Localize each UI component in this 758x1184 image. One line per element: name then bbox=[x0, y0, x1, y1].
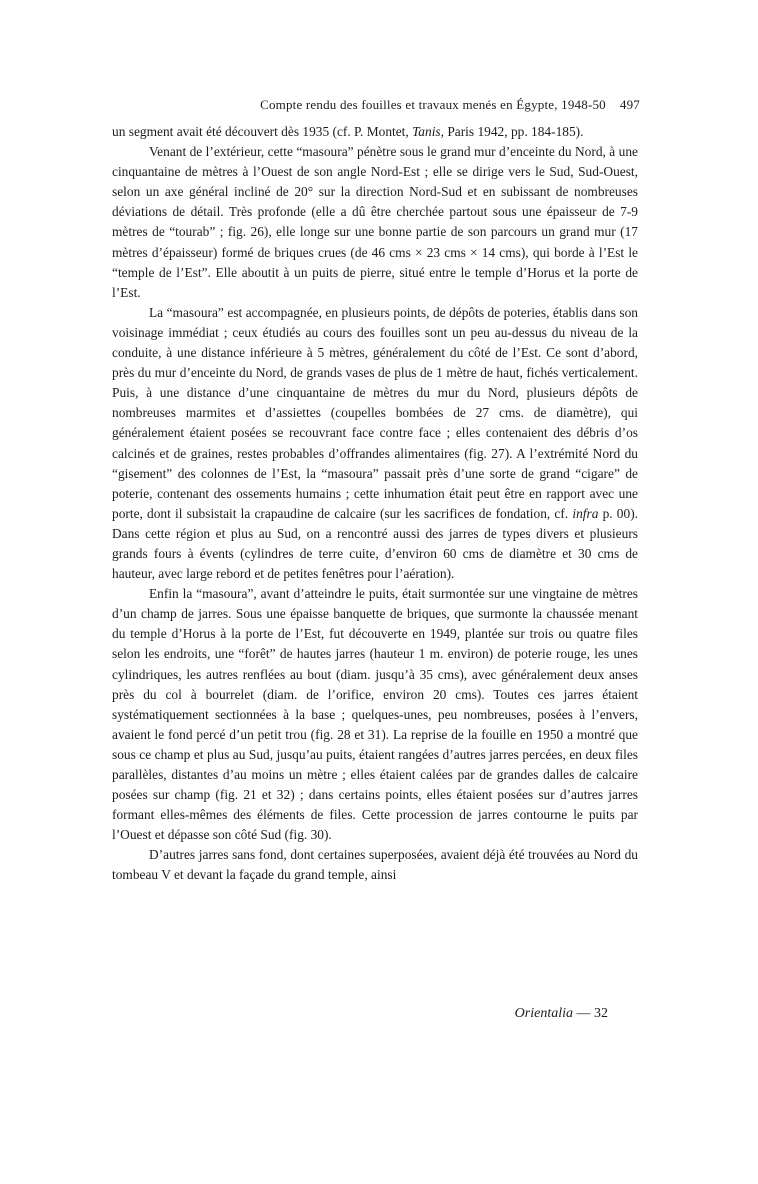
running-header bbox=[112, 97, 640, 113]
text-run: un segment avait été découvert dès 1935 (cf. P. Montet, bbox=[112, 124, 413, 139]
text-run: La “masoura” est accompagnée, en plusieurs points, de dépôts de poteries, établis dans son voisinage immédiat ; ceux étudiés au cours des fouilles sont un peu au-dessus du niveau de la conduite, à une distance inférieure à 5 mètres, généralement du côté de l’Est. Ce sont d’abord, près du mur d’enceinte du Nord, de grands vases de plus de 1 mètre de haut, fichés verticalement. Puis, à une distance d’une cinquantaine de mètres du mur du Nord, plusieurs dépôts de nombreuses marmites et d’assiettes (coupelles bombées de 27 cms. de diamètre), qui généralement étaient posées se recouvrant face contre face ; elles contenaient des débris d’os calcinés et de graines, restes probables d’offrandes alimentaires (fig. 27). A l’extrémité Nord du “gisement” des colonnes de l’Est, la “masoura” passait près d’une sorte de grand “cigare” de poterie, contenant des ossements humains ; cette inhumation était peut être en rapport avec une porte, dont il subsistait la crapaudine de calcaire (sur les sacrifices de fondation, cf. bbox=[112, 304, 638, 521]
signature-mark: 32 bbox=[594, 1006, 608, 1021]
page-number: 497 bbox=[619, 97, 640, 112]
text-run: p. 00). Dans cette région et plus au Sud, on a rencontré aussi des jarres de types divers et plusieurs grands fours à évents (cylindres de terre cuite, d’environ 60 cms de diamètre et 30 cms de hauteur, avec large rebord et de petites fenêtres pour l’aération). bbox=[112, 505, 638, 582]
paragraph-pottery-deposits bbox=[112, 303, 638, 584]
paragraph-jar-field: Enfin la “masoura”, avant d’atteindre le puits, était surmontée sur une vingtaine de mètres d’un champ de jarres. Sous une épaisse banquette de briques, que surmonte la chaussée menant du temple d’Horus à la porte de l’Est, fut découverte en 1949, plantée sur trois ou quatre files selon les endroits, une “forêt” de hautes jarres (hauteur 1 m. environ) de poterie rouge, les unes cylindriques, les autres renflées au bout (diam. jusqu’à 35 cms), avec généralement deux anses près du col à bourrelet (diam. de l’orifice, environ 20 cms). Toutes ces jarres étaient systématiquement sectionnées à la base ; quelques-unes, peu nombreuses, posées à l’envers, avaient le fond percé d’un petit trou (fig. 28 et 31). La reprise de la fouille en 1950 a montré que sous ce champ et plus au Sud, jusqu’au puits, étaient rangées d’autres jarres percées, en deux files parallèles, distantes d’au moins un mètre ; elles étaient calées par de grandes dalles de calcaire posées sur champ (fig. 21 et 32) ; dans certains points, elles étaient posées sur d’autres jarres formant elles-mêmes des éléments de files. Cette procession de jarres contourne le puits par l’Ouest et dépasse son côté Sud (fig. 30). bbox=[112, 586, 638, 843]
signature-footer bbox=[112, 1006, 638, 1022]
running-title: Compte rendu des fouilles et travaux menés en Égypte, 1948-50 bbox=[260, 97, 606, 112]
footer-separator: — bbox=[576, 1006, 591, 1021]
italic-reference: infra bbox=[572, 505, 599, 521]
journal-name: Orientalia bbox=[514, 1006, 573, 1021]
italic-citation: Tanis, bbox=[412, 124, 444, 139]
paragraph-masoura-route: Venant de l’extérieur, cette “masoura” pénètre sous le grand mur d’enceinte du Nord, à une cinquantaine de mètres à l’Ouest de son angle Nord-Est ; elle se dirige vers le Sud, Sud-Ouest, selon un axe général incliné de 20° sur la direction Nord-Sud et en subissant de nombreuses déviations de détail. Très profonde (elle a dû être cherchée partout sous une épaisseur de 7-9 mètres de “tourab” ; fig. 26), elle longe sur une bonne partie de son parcours un grand mur (17 mètres d’épaisseur) formé de briques crues (de 46 cms × 23 cms × 14 cms), qui borde à l’Est le “temple de l’Est”. Elle aboutit à un puits de pierre, situé entre le temple d’Horus et la porte de l’Est. bbox=[112, 144, 638, 300]
paragraph-continuation bbox=[112, 122, 638, 142]
body-text bbox=[112, 122, 638, 886]
text-run: Paris 1942, pp. 184-185). bbox=[443, 124, 584, 139]
paragraph-other-jars: D’autres jarres sans fond, dont certaines superposées, avaient déjà été trouvées au Nord du tombeau V et devant la façade du grand temple, ainsi bbox=[112, 847, 638, 883]
